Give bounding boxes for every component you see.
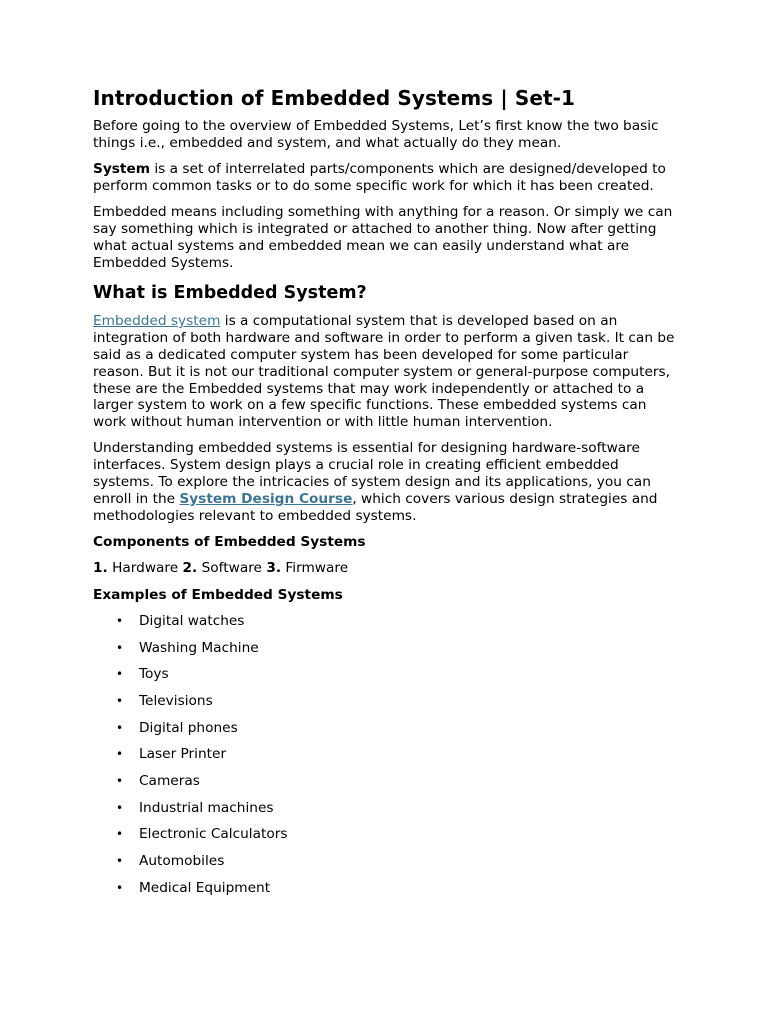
- list-item-label: Medical Equipment: [139, 879, 271, 896]
- list-item-label: Cameras: [139, 772, 200, 789]
- what-is-heading: What is Embedded System?: [93, 283, 367, 304]
- component-number: 3.: [266, 560, 282, 577]
- list-item-label: Televisions: [139, 692, 213, 709]
- list-item-label: Laser Printer: [139, 746, 227, 763]
- bullet-icon: •: [116, 613, 124, 628]
- list-item-label: Toys: [139, 666, 169, 683]
- list-item-label: Digital phones: [139, 719, 238, 736]
- list-item: [93, 800, 675, 817]
- component-label: Firmware: [281, 560, 349, 577]
- system-design-course-link[interactable]: System Design Course: [179, 490, 353, 507]
- system-term: System: [93, 161, 151, 178]
- embedded-paragraph: Embedded means including something with anything for a reason. Or simply we can say something which is integrated or attached to another thing. Now after getting what actual systems and embedded mean we can easily understand what are Embedded Systems.: [93, 204, 673, 271]
- list-item: [93, 666, 675, 683]
- embedded-system-definition-paragraph: [93, 313, 675, 431]
- component-label: Software: [197, 560, 267, 577]
- embedded-system-link[interactable]: Embedded system: [93, 313, 221, 330]
- system-definition-text: is a set of interrelated parts/components which are designed/developed to perform common tasks or to do some specific work for which it has been created.: [93, 161, 666, 194]
- bullet-icon: •: [116, 640, 124, 655]
- list-item: [93, 826, 675, 843]
- understanding-paragraph: [93, 440, 675, 524]
- bullet-icon: •: [116, 693, 124, 708]
- bullet-icon: •: [116, 720, 124, 735]
- understanding-text-after: , which covers various design strategies and methodologies relevant to embedded systems.: [93, 490, 658, 524]
- component-label: Hardware: [107, 560, 183, 577]
- list-item: [93, 720, 675, 737]
- list-item-label: Digital watches: [139, 612, 245, 629]
- list-item: [93, 746, 675, 763]
- bullet-icon: •: [116, 854, 124, 869]
- list-item: [93, 693, 675, 710]
- article-body: [93, 86, 675, 897]
- bullet-icon: •: [116, 747, 124, 762]
- list-item-label: Washing Machine: [139, 639, 259, 656]
- bullet-icon: •: [116, 800, 124, 815]
- list-item: [93, 613, 675, 630]
- bullet-icon: •: [116, 667, 124, 682]
- list-item-label: Industrial machines: [139, 799, 274, 816]
- examples-heading: Examples of Embedded Systems: [93, 586, 343, 603]
- list-item-label: Automobiles: [139, 853, 225, 870]
- components-heading: Components of Embedded Systems: [93, 533, 366, 550]
- bullet-icon: •: [116, 773, 124, 788]
- page-title: Introduction of Embedded Systems | Set-1: [93, 86, 576, 110]
- list-item: [93, 773, 675, 790]
- component-number: 2.: [182, 560, 198, 577]
- understanding-text-before: Understanding embedded systems is essential for designing hardware-software interfaces. System design plays a crucial role in creating efficient embedded systems. To explore the intricacies of system design and its applications, you can enroll in the: [93, 440, 651, 507]
- components-list: [93, 560, 675, 577]
- component-number: 1.: [93, 560, 108, 577]
- bullet-icon: •: [116, 827, 124, 842]
- examples-list: [93, 613, 675, 897]
- system-definition-paragraph: [93, 161, 675, 195]
- list-item: [93, 880, 675, 897]
- list-item: [93, 853, 675, 870]
- list-item: [93, 640, 675, 657]
- list-item-label: Electronic Calculators: [139, 826, 288, 843]
- embedded-system-definition-text: is a computational system that is developed based on an integration of both hardware and software in order to perform a given task. It can be said as a dedicated computer system has been developed for some particular reason. But it is not our traditional computer system or general-purpose computers, these are the Embedded systems that may work independently or attached to a larger system to work on a few specific functions. These embedded systems can work without human intervention or with little human intervention.: [93, 313, 675, 431]
- bullet-icon: •: [116, 880, 124, 895]
- intro-paragraph: Before going to the overview of Embedded Systems, Let’s first know the two basic things i.e., embedded and system, and what actually do they mean.: [93, 118, 659, 151]
